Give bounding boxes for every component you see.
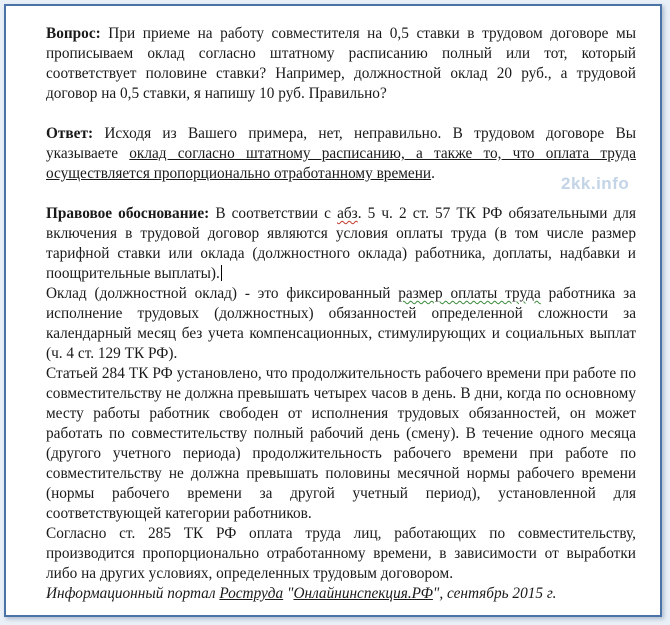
question-label: Вопрос: [46, 25, 101, 42]
question-text: При приеме на работу совместителя на 0,5 ставки в трудовом договоре мы прописываем оклад согласно штатному расписанию полный или тот, который соответствует половине ставки? Например, должностной оклад 20 руб., а трудовой договор на 0,5 ставки, я напишу 10 руб. Правильно? [46, 25, 636, 102]
answer-label: Ответ: [46, 125, 94, 142]
portal-link[interactable]: Онлайнинспекция.РФ [293, 585, 433, 602]
abz-word: абз [337, 205, 358, 222]
oklad-text-end: работника за исполнение трудовых (должностных) обязанностей определенной сложности за календарный месяц без учета компенсационных, стимулирующих и социальных выплат (ч. 4 ст. 129 ТК РФ). [46, 285, 636, 362]
source-quote: " [283, 585, 294, 602]
oklad-text: Оклад (должностной оклад) - это фиксированный [46, 285, 399, 302]
legal-basis-paragraph [46, 204, 636, 284]
source-line [46, 584, 636, 604]
answer-underlined-text: оклад согласно штатному расписанию, а также то, что оплата труда осуществляется пропорционально отработанному времени [46, 145, 637, 182]
article-284-paragraph: Статьей 284 ТК РФ установлено, что продолжительность рабочего времени при работе по совместительству не должна превышать четырех часов в день. В дни, когда по основному месту работы работник свободен от исполнения трудовых обязанностей, он может работать по совместительству полный рабочий день (смену). В течение одного месяца (другого учетного периода) продолжительность рабочего времени при работе по совместительству не должна превышать половины месячной нормы рабочего времени (нормы рабочего времени за другой учетный период), установленной для соответствующей категории работников. [46, 365, 636, 522]
article-285-paragraph: Согласно ст. 285 ТК РФ оплата труда лиц, работающих по совместительству, производится пропорционально отработанному времени, в зависимости от выработки либо на других условиях, определенных трудовым договором. [46, 525, 636, 582]
oklad-underlined-text: размер оплаты труда [398, 285, 541, 302]
answer-text: Исходя из Вашего примера, нет, неправильно. В трудовом договоре Вы указываете [46, 125, 636, 162]
answer-text-end: . [431, 165, 435, 182]
document-frame [4, 4, 662, 617]
rostrud-link[interactable]: Роструда [219, 585, 284, 602]
legal-text: В соответствии с [209, 205, 338, 222]
text-cursor [221, 265, 223, 281]
question-paragraph [46, 24, 636, 104]
source-date: ", сентябрь 2015 г. [432, 585, 557, 602]
legal-text-end: . 5 ч. 2 ст. 57 ТК РФ обязательными для включения в трудовой договор являются условия оплаты труда (в том числе размер тарифной ставки или оклада (должностного оклада) работника, доплаты, надбавки и поощрительные выплаты). [46, 205, 636, 282]
watermark: 2kk.info [561, 174, 630, 193]
source-text: Информационный портал [46, 585, 220, 602]
answer-paragraph [46, 124, 636, 184]
legal-basis-label: Правовое обоснование: [46, 205, 210, 222]
oklad-paragraph [46, 284, 636, 364]
document-body [46, 24, 636, 604]
